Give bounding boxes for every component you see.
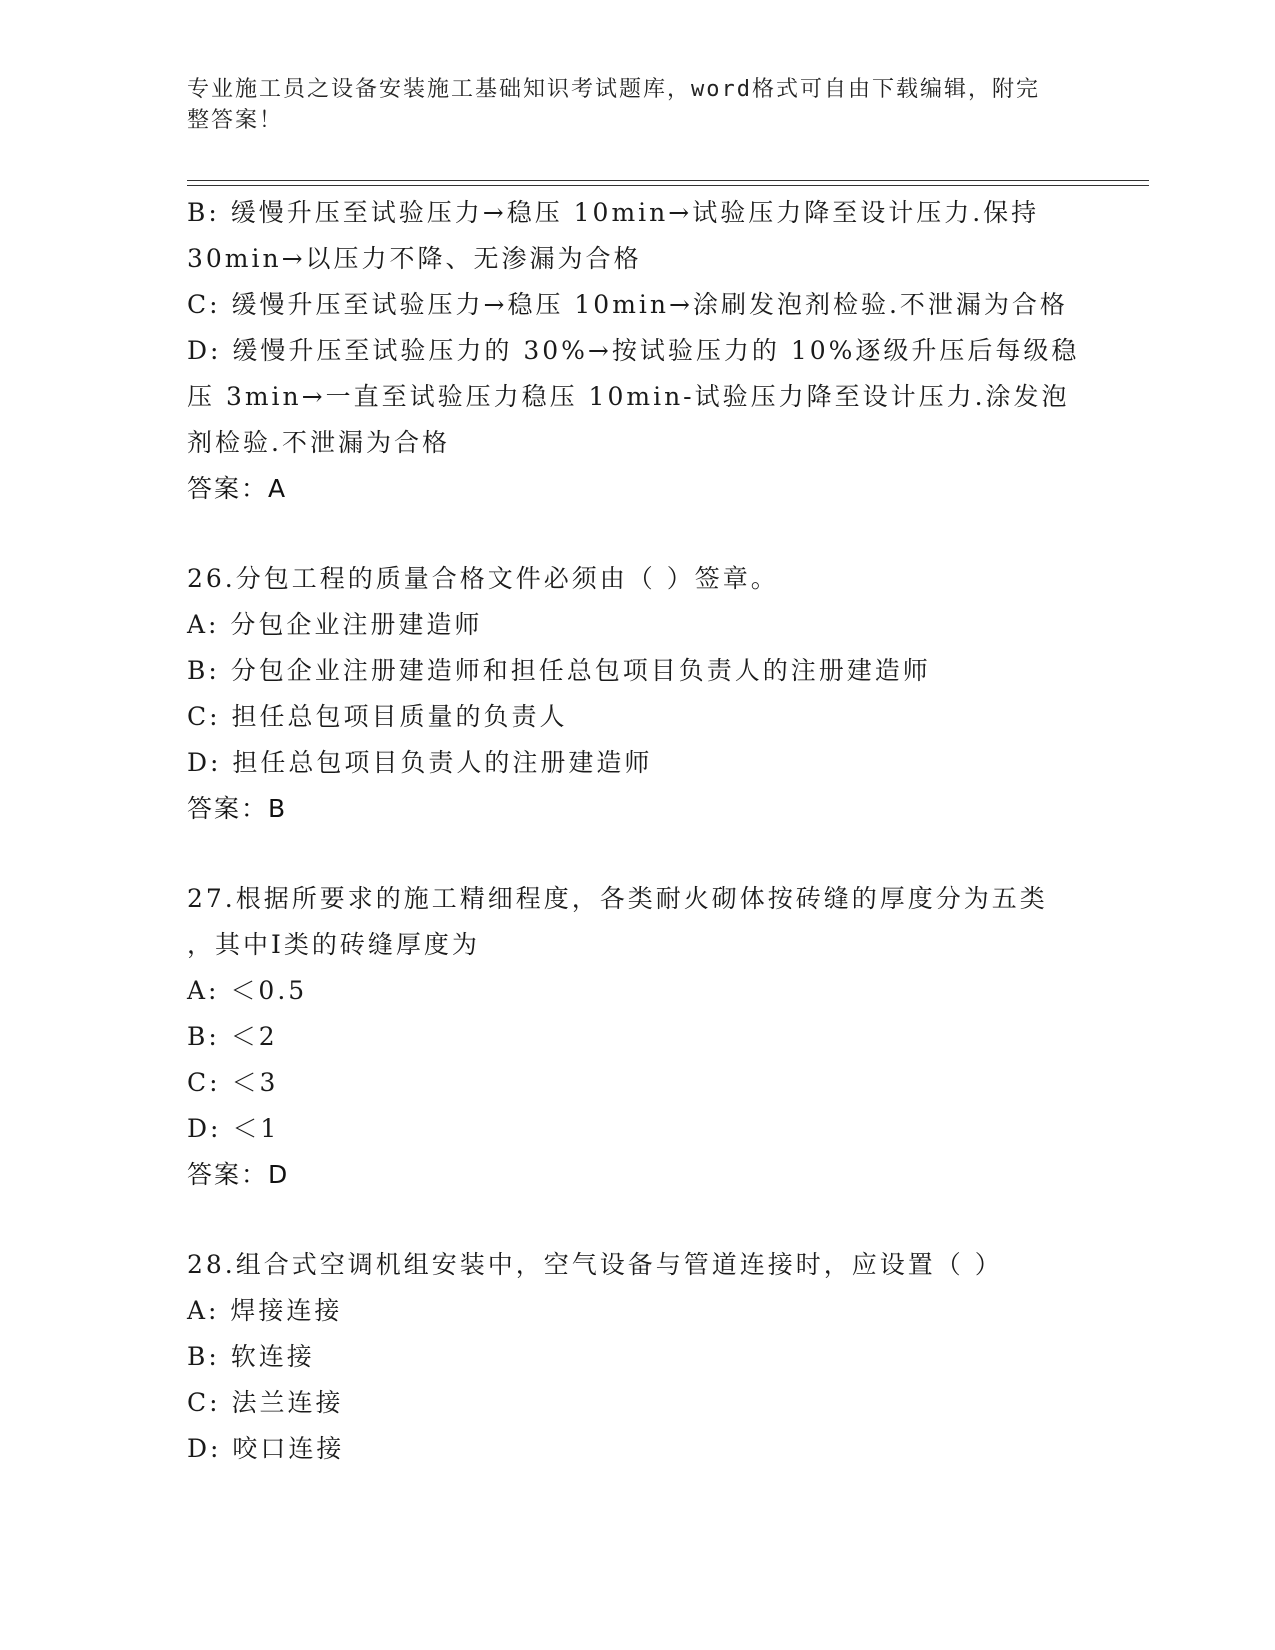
option-line: B: 缓慢升压至试验压力→稳压 10min→试验压力降至设计压力.保持 — [187, 198, 1040, 227]
option-b: B: 分包企业注册建造师和担任总包项目负责人的注册建造师 — [187, 656, 931, 685]
option-b: B: ＜2 — [187, 1022, 278, 1051]
question-25-block — [187, 190, 1117, 512]
header-title-line-1: 专业施工员之设备安装施工基础知识考试题库，word格式可自由下载编辑，附完 — [187, 77, 1040, 102]
answer-line: 答案：B — [187, 794, 288, 823]
answer-line: 答案：A — [187, 474, 288, 503]
option-c: C: 担任总包项目质量的负责人 — [187, 702, 568, 731]
option-d: D: ＜1 — [187, 1114, 280, 1143]
spacer — [187, 512, 1117, 556]
document-header — [187, 74, 1067, 136]
option-a: A: ＜0.5 — [187, 976, 308, 1005]
header-rule-bottom — [187, 185, 1149, 186]
header-rule-top — [187, 180, 1149, 181]
option-line: 压 3min→一直至试验压力稳压 10min-试验压力降至设计压力.涂发泡 — [187, 382, 1070, 411]
option-line: 30min→以压力不降、无渗漏为合格 — [187, 244, 642, 273]
question-text: 26.分包工程的质量合格文件必须由（ ）签章。 — [187, 564, 779, 593]
answer-line: 答案：D — [187, 1160, 290, 1189]
spacer — [187, 832, 1117, 876]
document-body — [187, 190, 1117, 1472]
option-line: 剂检验.不泄漏为合格 — [187, 428, 450, 457]
option-d: D: 咬口连接 — [187, 1434, 345, 1463]
option-c: C: ＜3 — [187, 1068, 279, 1097]
option-d: D: 担任总包项目负责人的注册建造师 — [187, 748, 653, 777]
option-c: C: 法兰连接 — [187, 1388, 344, 1417]
question-text-line-2: ，其中Ⅰ类的砖缝厚度为 — [187, 930, 480, 959]
question-27-block — [187, 876, 1117, 1198]
option-b: B: 软连接 — [187, 1342, 315, 1371]
option-a: A: 焊接连接 — [187, 1296, 343, 1325]
option-line: D: 缓慢升压至试验压力的 30%→按试验压力的 10%逐级升压后每级稳 — [187, 336, 1080, 365]
question-text-line-1: 27.根据所要求的施工精细程度，各类耐火砌体按砖缝的厚度分为五类 — [187, 884, 1048, 913]
option-line: C: 缓慢升压至试验压力→稳压 10min→涂刷发泡剂检验.不泄漏为合格 — [187, 290, 1068, 319]
header-title-line-2: 整答案！ — [187, 108, 284, 133]
question-28-block — [187, 1242, 1117, 1472]
question-text: 28.组合式空调机组安装中，空气设备与管道连接时，应设置（ ） — [187, 1250, 1003, 1279]
option-a: A: 分包企业注册建造师 — [187, 610, 483, 639]
question-26-block — [187, 556, 1117, 832]
spacer — [187, 1198, 1117, 1242]
